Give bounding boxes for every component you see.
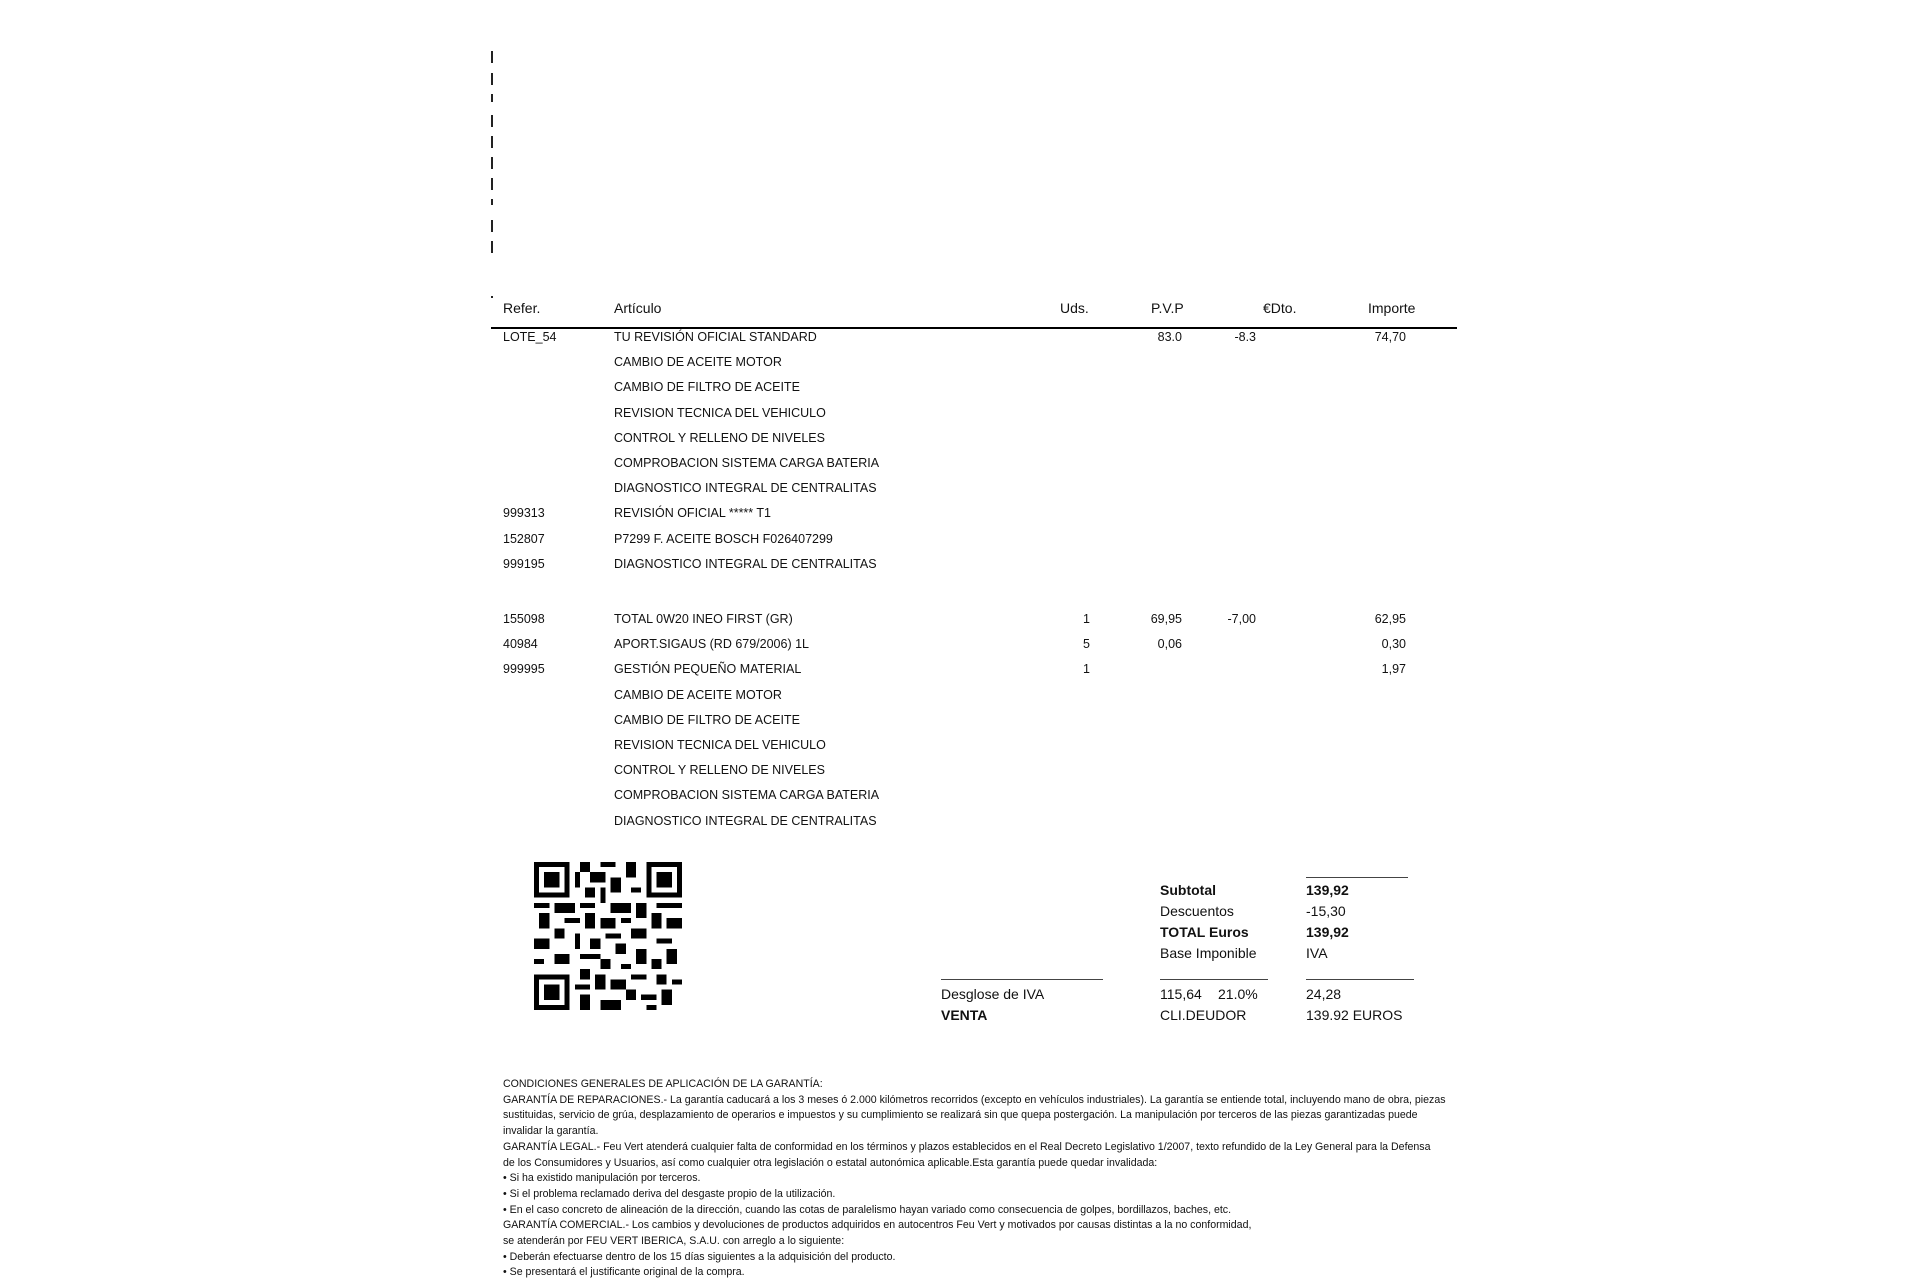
header-units: Uds.	[1060, 300, 1089, 316]
base-value: 115,64	[1160, 986, 1202, 1002]
edge-mark	[491, 115, 493, 127]
cell-article: TOTAL 0W20 INEO FIRST (GR)	[614, 612, 793, 626]
total-label: TOTAL Euros	[1160, 924, 1249, 940]
cell-article: CAMBIO DE ACEITE MOTOR	[614, 355, 782, 370]
subtotal-label: Subtotal	[1160, 882, 1216, 898]
cell-ref: 155098	[503, 612, 545, 626]
cell-ref: 999313	[503, 506, 545, 521]
cell-article: DIAGNOSTICO INTEGRAL DE CENTRALITAS	[614, 556, 877, 571]
venta-label: VENTA	[941, 1007, 988, 1023]
discounts-value: -15,30	[1306, 903, 1346, 919]
header-pvp: P.V.P	[1151, 300, 1184, 316]
subtotal-value: 139,92	[1306, 882, 1349, 898]
iva-value: 24,28	[1306, 986, 1342, 1002]
rate-value: 21.0%	[1218, 986, 1258, 1002]
edge-mark	[491, 136, 493, 148]
cell-article: CONTROL Y RELLENO DE NIVELES	[614, 763, 825, 778]
cell-article: COMPROBACION SISTEMA CARGA BATERIA	[614, 456, 880, 470]
cell-ref: 40984	[503, 637, 538, 652]
totals-rule	[1306, 877, 1408, 878]
condition-line: • Se presentará el justificante original de la compra.	[503, 1266, 745, 1279]
cell-article: CAMBIO DE ACEITE MOTOR	[614, 687, 782, 702]
header-article: Artículo	[614, 300, 662, 316]
condition-line: sustituidas, servicio de grúa, desplazamiento de operarios e impuestos y su cumplimiento se realizará sin que quepa postergación. La manipulación por terceros de las piezas garantizadas puede	[503, 1109, 1418, 1122]
cell-importe: 0,30	[1381, 637, 1406, 652]
cell-article: CONTROL Y RELLENO DE NIVELES	[614, 430, 825, 445]
cell-pvp: 83.0	[1157, 330, 1182, 344]
discounts-label: Descuentos	[1160, 903, 1234, 919]
header-rule	[491, 327, 1457, 329]
condition-line: invalidar la garantía.	[503, 1125, 599, 1138]
cell-units: 1	[1083, 662, 1090, 677]
cell-ref: 999995	[503, 662, 545, 677]
cell-article: REVISIÓN OFICIAL ***** T1	[614, 506, 771, 521]
cell-dto: -8.3	[1234, 330, 1256, 344]
cell-units: 5	[1083, 637, 1090, 652]
condition-line: de los Consumidores y Usuarios, así como cualquier otra legislación o estatal autonómica aplicable.Esta garantía puede quedar invalidada:	[503, 1156, 1158, 1169]
edge-mark	[491, 51, 493, 63]
cell-article: P7299 F. ACEITE BOSCH F026407299	[614, 531, 833, 546]
payment-label: CLI.DEUDOR	[1160, 1007, 1247, 1023]
condition-line: GARANTÍA LEGAL.- Feu Vert atenderá cualquier falta de conformidad en los términos y plazos establecidos en el Real Decreto Legislativo 1/2007, texto refundido de la Ley General para la Defensa	[503, 1140, 1431, 1153]
edge-mark	[491, 73, 493, 85]
cell-importe: 1,97	[1381, 662, 1406, 677]
desglose-rule	[941, 979, 1103, 980]
cell-article: DIAGNOSTICO INTEGRAL DE CENTRALITAS	[614, 813, 877, 828]
edge-mark	[491, 296, 493, 298]
cell-article: REVISION TECNICA DEL VEHICULO	[614, 738, 826, 752]
cell-pvp: 0,06	[1157, 637, 1182, 652]
cell-units: 1	[1083, 612, 1090, 626]
iva-label: IVA	[1306, 945, 1328, 961]
cell-article: DIAGNOSTICO INTEGRAL DE CENTRALITAS	[614, 481, 877, 496]
condition-line: CONDICIONES GENERALES DE APLICACIÓN DE LA GARANTÍA:	[503, 1078, 823, 1090]
cell-article: COMPROBACION SISTEMA CARGA BATERIA	[614, 788, 880, 803]
condition-line: • Si el problema reclamado deriva del desgaste propio de la utilización.	[503, 1187, 836, 1200]
cell-ref: 152807	[503, 531, 545, 546]
cell-ref: LOTE_54	[503, 330, 557, 344]
base-rule	[1160, 979, 1268, 980]
cell-article: CAMBIO DE FILTRO DE ACEITE	[614, 712, 800, 727]
cell-article: TU REVISIÓN OFICIAL STANDARD	[614, 330, 817, 344]
cell-importe: 62,95	[1374, 612, 1406, 626]
condition-line: GARANTÍA DE REPARACIONES.- La garantía caducará a los 3 meses ó 2.000 kilómetros recorridos (excepto en vehículos industriales). La garantía se entiende total, incluyendo mano de obra, piezas	[503, 1093, 1446, 1106]
cell-pvp: 69,95	[1150, 612, 1182, 626]
edge-mark	[491, 178, 493, 190]
edge-mark	[491, 199, 493, 205]
cell-article: APORT.SIGAUS (RD 679/2006) 1L	[614, 637, 809, 652]
condition-line: GARANTÍA COMERCIAL.- Los cambios y devoluciones de productos adquiridos en autocentros Feu Vert y motivados por causas distintas a la no conformidad,	[503, 1219, 1252, 1232]
cell-dto: -7,00	[1227, 612, 1256, 626]
edge-mark	[491, 94, 493, 102]
cell-article: REVISION TECNICA DEL VEHICULO	[614, 405, 826, 420]
cell-article: CAMBIO DE FILTRO DE ACEITE	[614, 380, 800, 395]
cell-ref: 999195	[503, 556, 545, 571]
condition-line: se atenderán por FEU VERT IBERICA, S.A.U. con arreglo a lo siguiente:	[503, 1235, 845, 1247]
desglose-label: Desglose de IVA	[941, 986, 1045, 1002]
total-value: 139,92	[1306, 924, 1349, 940]
qr-code-icon	[534, 862, 682, 1010]
cell-importe: 74,70	[1374, 330, 1406, 344]
header-ref: Refer.	[503, 300, 541, 316]
iva-rule	[1306, 979, 1414, 980]
header-dto: €Dto.	[1263, 300, 1297, 316]
payment-value: 139.92 EUROS	[1306, 1007, 1403, 1023]
edge-mark	[491, 220, 493, 232]
header-importe: Importe	[1368, 300, 1416, 316]
condition-line: • Deberán efectuarse dentro de los 15 días siguientes a la adquisición del producto.	[503, 1250, 896, 1263]
condition-line: • En el caso concreto de alineación de la dirección, cuando las cotas de paralelismo hayan variado como consecuencia de golpes, bordillazos, baches, etc.	[503, 1203, 1232, 1216]
base-label: Base Imponible	[1160, 945, 1257, 961]
cell-article: GESTIÓN PEQUEÑO MATERIAL	[614, 662, 802, 677]
edge-mark	[491, 157, 493, 169]
edge-mark	[491, 241, 493, 253]
condition-line: • Si ha existido manipulación por terceros.	[503, 1172, 701, 1185]
